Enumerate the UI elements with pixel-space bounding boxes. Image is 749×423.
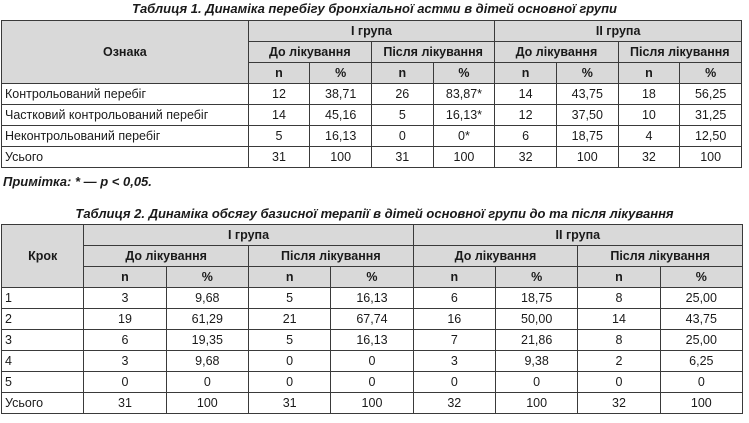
table-cell: 0 — [248, 372, 330, 393]
table-cell: 0 — [371, 126, 433, 147]
table-cell: 16,13 — [331, 288, 413, 309]
table-cell: 6 — [495, 126, 557, 147]
table1-note: Примітка: * — p < 0,05. — [3, 174, 152, 189]
table1-body — [2, 84, 742, 168]
n-header: n — [495, 63, 557, 84]
pct-header: % — [495, 267, 577, 288]
table-cell: 100 — [556, 147, 618, 168]
table-cell: 32 — [413, 393, 495, 414]
table-cell: 9,68 — [166, 288, 248, 309]
table-cell: 18,75 — [556, 126, 618, 147]
table-cell: 0* — [433, 126, 495, 147]
group1-header: I група — [84, 225, 413, 246]
table-cell: 0 — [331, 351, 413, 372]
table-row — [2, 105, 742, 126]
table-cell: 3 — [413, 351, 495, 372]
group1-header: I група — [248, 21, 495, 42]
table1-caption: Таблиця 1. Динаміка перебігу бронхіальної астми в дітей основної групи — [132, 1, 617, 16]
table-cell: 18 — [618, 84, 680, 105]
table-cell: 9,68 — [166, 351, 248, 372]
table-cell: 0 — [495, 372, 577, 393]
table2-body — [2, 288, 743, 414]
table-row — [2, 372, 743, 393]
before-header: До лікування — [248, 42, 371, 63]
table-cell: 6 — [84, 330, 166, 351]
table-row — [2, 309, 743, 330]
table-cell: 5 — [248, 330, 330, 351]
after-header: Після лікування — [618, 42, 741, 63]
table-cell: 26 — [371, 84, 433, 105]
table-cell: 38,71 — [310, 84, 372, 105]
table-cell: 5 — [248, 288, 330, 309]
table-cell: 16,13 — [310, 126, 372, 147]
n-header: n — [578, 267, 660, 288]
table-cell: 37,50 — [556, 105, 618, 126]
table-cell: 25,00 — [660, 330, 742, 351]
group2-header: II група — [495, 21, 742, 42]
row-label: 5 — [2, 372, 84, 393]
row-label: 3 — [2, 330, 84, 351]
table-cell: 4 — [618, 126, 680, 147]
table-cell: 100 — [680, 147, 742, 168]
table2-caption: Таблиця 2. Динаміка обсягу базисної терапії в дітей основної групи до та після лікування — [75, 206, 674, 221]
table-row — [2, 147, 742, 168]
n-header: n — [618, 63, 680, 84]
table-cell: 100 — [166, 393, 248, 414]
table-cell: 12,50 — [680, 126, 742, 147]
row-label: Усього — [2, 393, 84, 414]
after-header: Після лікування — [578, 246, 743, 267]
table-cell: 14 — [578, 309, 660, 330]
table-cell: 19 — [84, 309, 166, 330]
after-header: Після лікування — [371, 42, 494, 63]
table-cell: 0 — [248, 351, 330, 372]
table-cell: 0 — [413, 372, 495, 393]
row-label: 2 — [2, 309, 84, 330]
table-cell: 43,75 — [556, 84, 618, 105]
table-cell: 0 — [166, 372, 248, 393]
table-cell: 32 — [578, 393, 660, 414]
table-cell: 8 — [578, 330, 660, 351]
table-cell: 12 — [495, 105, 557, 126]
table-cell: 32 — [618, 147, 680, 168]
row-label: Неконтрольований перебіг — [2, 126, 249, 147]
pct-header: % — [433, 63, 495, 84]
table-row — [2, 126, 742, 147]
row-label: 1 — [2, 288, 84, 309]
table-cell: 61,29 — [166, 309, 248, 330]
pct-header: % — [660, 267, 742, 288]
table-cell: 56,25 — [680, 84, 742, 105]
table-cell: 67,74 — [331, 309, 413, 330]
table-cell: 50,00 — [495, 309, 577, 330]
before-header: До лікування — [84, 246, 249, 267]
table-cell: 100 — [331, 393, 413, 414]
after-header: Після лікування — [248, 246, 413, 267]
table-cell: 6,25 — [660, 351, 742, 372]
pct-header: % — [310, 63, 372, 84]
table-cell: 16 — [413, 309, 495, 330]
table-cell: 2 — [578, 351, 660, 372]
table-cell: 19,35 — [166, 330, 248, 351]
table-row — [2, 84, 742, 105]
table-cell: 7 — [413, 330, 495, 351]
row-label: Усього — [2, 147, 249, 168]
pct-header: % — [556, 63, 618, 84]
table-cell: 12 — [248, 84, 310, 105]
table-cell: 3 — [84, 351, 166, 372]
table-row — [2, 330, 743, 351]
table-cell: 0 — [331, 372, 413, 393]
table-cell: 21 — [248, 309, 330, 330]
n-header: n — [248, 63, 310, 84]
before-header: До лікування — [495, 42, 618, 63]
table-cell: 100 — [660, 393, 742, 414]
table-cell: 31,25 — [680, 105, 742, 126]
row-label: Частковий контрольований перебіг — [2, 105, 249, 126]
table-cell: 0 — [578, 372, 660, 393]
table-cell: 9,38 — [495, 351, 577, 372]
table-cell: 100 — [433, 147, 495, 168]
table-cell: 5 — [371, 105, 433, 126]
n-header: n — [248, 267, 330, 288]
table-cell: 21,86 — [495, 330, 577, 351]
table-cell: 16,13 — [331, 330, 413, 351]
table2 — [1, 224, 743, 414]
table1 — [1, 20, 742, 168]
table-cell: 31 — [371, 147, 433, 168]
table-cell: 16,13* — [433, 105, 495, 126]
table-cell: 83,87* — [433, 84, 495, 105]
table-cell: 45,16 — [310, 105, 372, 126]
table-cell: 43,75 — [660, 309, 742, 330]
pct-header: % — [331, 267, 413, 288]
pct-header: % — [680, 63, 742, 84]
table-cell: 31 — [248, 147, 310, 168]
table-cell: 14 — [248, 105, 310, 126]
group2-header: II група — [413, 225, 742, 246]
table-cell: 25,00 — [660, 288, 742, 309]
table-row — [2, 288, 743, 309]
before-header: До лікування — [413, 246, 578, 267]
step-header: Крок — [2, 225, 84, 288]
table-cell: 32 — [495, 147, 557, 168]
n-header: n — [371, 63, 433, 84]
table-cell: 3 — [84, 288, 166, 309]
n-header: n — [413, 267, 495, 288]
table-cell: 100 — [310, 147, 372, 168]
row-label: Контрольований перебіг — [2, 84, 249, 105]
table-cell: 0 — [84, 372, 166, 393]
table-row — [2, 393, 743, 414]
table-row — [2, 351, 743, 372]
table-cell: 100 — [495, 393, 577, 414]
table-cell: 14 — [495, 84, 557, 105]
row-label: 4 — [2, 351, 84, 372]
table-cell: 18,75 — [495, 288, 577, 309]
table-cell: 6 — [413, 288, 495, 309]
table-cell: 5 — [248, 126, 310, 147]
table-cell: 0 — [660, 372, 742, 393]
feature-header: Ознака — [2, 21, 249, 84]
table-cell: 31 — [84, 393, 166, 414]
table-cell: 8 — [578, 288, 660, 309]
table-cell: 31 — [248, 393, 330, 414]
table-cell: 10 — [618, 105, 680, 126]
pct-header: % — [166, 267, 248, 288]
n-header: n — [84, 267, 166, 288]
